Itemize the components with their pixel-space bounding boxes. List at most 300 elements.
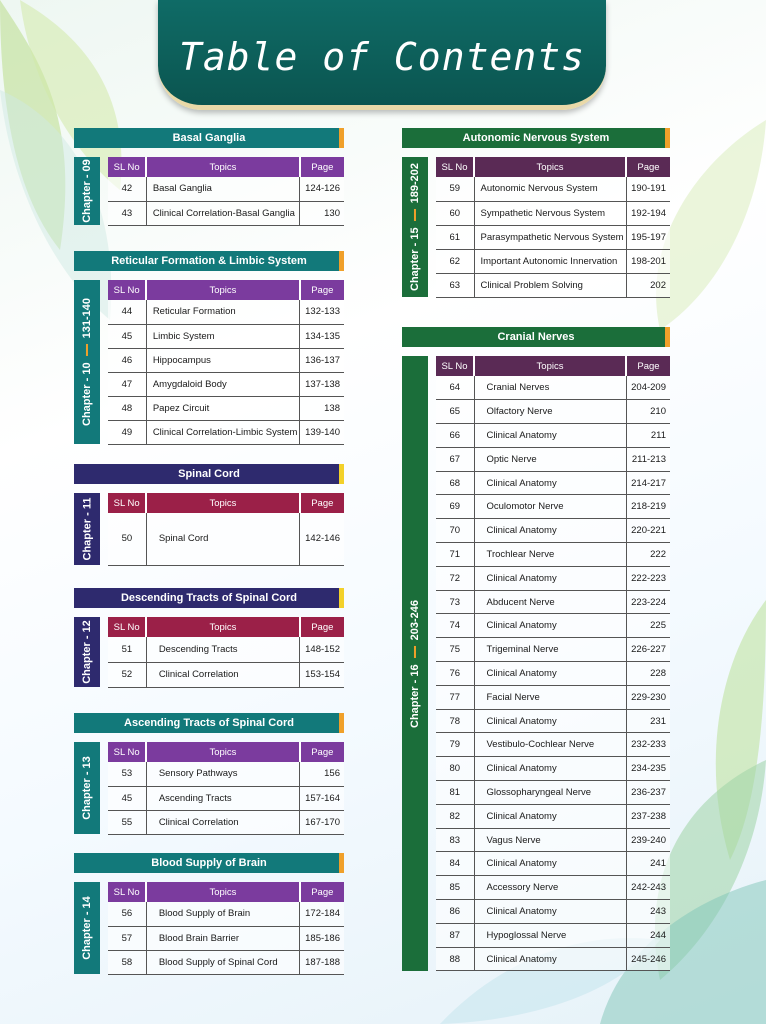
sl-no-header: SL No <box>108 617 146 637</box>
page-number: 139-140 <box>300 420 344 444</box>
table-row <box>436 519 670 543</box>
topic-name: Clinical Anatomy <box>474 566 626 590</box>
table-row <box>436 376 670 400</box>
section-body <box>402 157 670 297</box>
table-row <box>436 947 670 971</box>
sl-no: 88 <box>436 947 474 971</box>
table-row <box>108 300 344 324</box>
page-number: 130 <box>300 201 344 225</box>
chapter-section <box>74 464 344 565</box>
page-number: 187-188 <box>300 950 344 974</box>
sl-no: 61 <box>436 225 474 249</box>
topic-name: Clinical Correlation <box>146 810 299 834</box>
table-row <box>436 781 670 805</box>
sl-no: 48 <box>108 396 146 420</box>
chapter-number: Chapter - 16 <box>409 663 422 728</box>
sl-no-header: SL No <box>108 493 146 513</box>
section-title: Autonomic Nervous System <box>462 132 610 144</box>
contents-table <box>436 356 670 971</box>
sl-no: 46 <box>108 348 146 372</box>
table-row <box>436 495 670 519</box>
topic-name: Descending Tracts <box>146 637 299 662</box>
chapter-section <box>74 128 344 225</box>
sl-no: 85 <box>436 876 474 900</box>
sl-no: 51 <box>108 637 146 662</box>
page-number: 137-138 <box>300 372 344 396</box>
sl-no: 59 <box>436 177 474 201</box>
topic-name: Hypoglossal Nerve <box>474 923 626 947</box>
chapter-tab <box>74 742 100 834</box>
table-row <box>436 273 670 297</box>
sl-no: 45 <box>108 786 146 810</box>
section-body <box>74 617 344 687</box>
topic-name: Vagus Nerve <box>474 828 626 852</box>
topics-header: Topics <box>146 742 299 762</box>
table-header-row <box>108 882 344 902</box>
chapter-label <box>81 298 93 426</box>
sl-no: 50 <box>108 513 146 565</box>
page-number: 210 <box>626 400 670 424</box>
table-row <box>436 662 670 686</box>
page-header: Page <box>300 882 344 902</box>
topic-name: Clinical Anatomy <box>474 709 626 733</box>
table-row <box>108 950 344 974</box>
page-number: 204-209 <box>626 376 670 400</box>
page-header: Page <box>300 280 344 300</box>
topic-name: Clinical Anatomy <box>474 900 626 924</box>
section-header <box>74 853 344 873</box>
title-banner <box>158 0 606 110</box>
page-header: Page <box>626 356 670 376</box>
page-number: 226-227 <box>626 638 670 662</box>
table-row <box>436 177 670 201</box>
section-body <box>74 882 344 974</box>
page-number: 156 <box>300 762 344 786</box>
table-header-row <box>108 742 344 762</box>
contents-table <box>108 617 344 688</box>
page-number: 228 <box>626 662 670 686</box>
page-number: 229-230 <box>626 685 670 709</box>
chapter-label <box>81 756 93 820</box>
topic-name: Optic Nerve <box>474 447 626 471</box>
section-header <box>74 464 344 484</box>
page-number: 231 <box>626 709 670 733</box>
page-number: 172-184 <box>300 902 344 926</box>
section-header <box>74 588 344 608</box>
table-row <box>436 757 670 781</box>
section-body <box>74 742 344 834</box>
chapter-number: Chapter - 11 <box>81 497 93 561</box>
topic-name: Limbic System <box>146 324 299 348</box>
chapter-tab <box>402 157 428 297</box>
topic-name: Autonomic Nervous System <box>474 177 626 201</box>
topic-name: Sensory Pathways <box>146 762 299 786</box>
page-number: 190-191 <box>626 177 670 201</box>
topic-name: Accessory Nerve <box>474 876 626 900</box>
sl-no: 45 <box>108 324 146 348</box>
table-header-row <box>108 617 344 637</box>
table-row <box>436 709 670 733</box>
table-row <box>108 926 344 950</box>
chapter-tab <box>74 280 100 444</box>
page-number: 124-126 <box>300 177 344 201</box>
page-number: 218-219 <box>626 495 670 519</box>
sl-no: 58 <box>108 950 146 974</box>
sl-no: 70 <box>436 519 474 543</box>
page-number: 185-186 <box>300 926 344 950</box>
contents-table <box>108 882 344 975</box>
topics-header: Topics <box>474 356 626 376</box>
section-body <box>402 356 670 971</box>
table-row <box>108 396 344 420</box>
section-title: Cranial Nerves <box>497 331 575 343</box>
sl-no: 44 <box>108 300 146 324</box>
page-number: 195-197 <box>626 225 670 249</box>
table-header-row <box>436 157 670 177</box>
sl-no: 77 <box>436 685 474 709</box>
table-row <box>108 420 344 444</box>
sl-no: 72 <box>436 566 474 590</box>
page-number: 223-224 <box>626 590 670 614</box>
chapter-number: Chapter - 15 <box>409 227 422 291</box>
page-header: Page <box>300 493 344 513</box>
section-body <box>74 280 344 444</box>
table-row <box>436 201 670 225</box>
table-row <box>436 828 670 852</box>
table-row <box>108 637 344 662</box>
sl-no: 52 <box>108 662 146 687</box>
chapter-section <box>74 588 344 687</box>
topic-name: Hippocampus <box>146 348 299 372</box>
page-number: 236-237 <box>626 781 670 805</box>
section-title: Spinal Cord <box>178 468 240 480</box>
table-row <box>436 447 670 471</box>
table-row <box>108 513 344 565</box>
sl-no-header: SL No <box>436 356 474 376</box>
section-header <box>74 251 344 271</box>
range-divider <box>414 209 416 221</box>
page-header: Page <box>300 742 344 762</box>
page-number: 243 <box>626 900 670 924</box>
table-row <box>436 733 670 757</box>
chapter-tab <box>74 493 100 565</box>
sl-no: 86 <box>436 900 474 924</box>
sl-no: 53 <box>108 762 146 786</box>
section-title: Basal Ganglia <box>172 132 246 144</box>
topic-name: Clinical Anatomy <box>474 519 626 543</box>
sl-no: 66 <box>436 424 474 448</box>
chapter-number: Chapter - 14 <box>81 896 94 960</box>
sl-no: 78 <box>436 709 474 733</box>
section-title: Descending Tracts of Spinal Cord <box>120 592 298 604</box>
sl-no: 47 <box>108 372 146 396</box>
sl-no: 75 <box>436 638 474 662</box>
page-number: 157-164 <box>300 786 344 810</box>
page-number: 136-137 <box>300 348 344 372</box>
sl-no: 69 <box>436 495 474 519</box>
page-header: Page <box>300 617 344 637</box>
table-row <box>436 804 670 828</box>
table-row <box>108 201 344 225</box>
table-row <box>436 471 670 495</box>
table-row <box>436 900 670 924</box>
page-number: 237-238 <box>626 804 670 828</box>
sl-no-header: SL No <box>108 280 146 300</box>
chapter-tab <box>74 157 100 225</box>
topic-name: Clinical Correlation-Limbic System <box>146 420 299 444</box>
topics-header: Topics <box>146 617 299 637</box>
page-number: 234-235 <box>626 757 670 781</box>
topic-name: Blood Brain Barrier <box>146 926 299 950</box>
page-title: Table of Contents <box>179 34 585 79</box>
sl-no: 74 <box>436 614 474 638</box>
chapter-tab <box>74 882 100 974</box>
page-number: 211 <box>626 424 670 448</box>
page-header: Page <box>626 157 670 177</box>
sl-no: 71 <box>436 543 474 567</box>
chapter-tab <box>74 617 100 687</box>
chapter-section <box>74 853 344 974</box>
chapter-number: Chapter - 10 <box>81 362 94 426</box>
page-number: 138 <box>300 396 344 420</box>
sl-no: 82 <box>436 804 474 828</box>
table-row <box>108 810 344 834</box>
sl-no: 43 <box>108 201 146 225</box>
page-number: 220-221 <box>626 519 670 543</box>
header-accent <box>339 853 344 873</box>
range-divider <box>86 344 88 356</box>
section-header <box>74 713 344 733</box>
page-number: 225 <box>626 614 670 638</box>
section-title: Reticular Formation & Limbic System <box>111 255 307 267</box>
topic-name: Important Autonomic Innervation <box>474 249 626 273</box>
header-accent <box>339 464 344 484</box>
sl-no: 68 <box>436 471 474 495</box>
topic-name: Facial Nerve <box>474 685 626 709</box>
sl-no: 81 <box>436 781 474 805</box>
topic-name: Clinical Problem Solving <box>474 273 626 297</box>
page-number: 232-233 <box>626 733 670 757</box>
topic-name: Oculomotor Nerve <box>474 495 626 519</box>
chapter-label <box>81 159 93 223</box>
header-accent <box>339 251 344 271</box>
topic-name: Reticular Formation <box>146 300 299 324</box>
sl-no: 73 <box>436 590 474 614</box>
topic-name: Olfactory Nerve <box>474 400 626 424</box>
sl-no: 84 <box>436 852 474 876</box>
table-row <box>108 372 344 396</box>
topic-name: Sympathetic Nervous System <box>474 201 626 225</box>
chapter-label <box>81 498 93 561</box>
table-row <box>436 638 670 662</box>
table-header-row <box>108 280 344 300</box>
sl-no: 42 <box>108 177 146 201</box>
table-row <box>436 923 670 947</box>
topics-header: Topics <box>146 280 299 300</box>
table-row <box>108 662 344 687</box>
topic-name: Amygdaloid Body <box>146 372 299 396</box>
page-number: 245-246 <box>626 947 670 971</box>
section-header <box>74 128 344 148</box>
chapter-tab <box>402 356 428 971</box>
sl-no: 83 <box>436 828 474 852</box>
contents-table <box>108 742 344 835</box>
table-row <box>108 902 344 926</box>
sl-no: 63 <box>436 273 474 297</box>
page-number: 153-154 <box>300 662 344 687</box>
sl-no: 64 <box>436 376 474 400</box>
sl-no: 79 <box>436 733 474 757</box>
topic-name: Glossopharyngeal Nerve <box>474 781 626 805</box>
table-row <box>436 424 670 448</box>
page-number: 211-213 <box>626 447 670 471</box>
topic-name: Trigeminal Nerve <box>474 638 626 662</box>
page-range: 131-140 <box>81 298 94 339</box>
table-row <box>108 786 344 810</box>
page-header: Page <box>300 157 344 177</box>
table-row <box>108 177 344 201</box>
header-accent <box>665 128 670 148</box>
topics-header: Topics <box>474 157 626 177</box>
topic-name: Clinical Anatomy <box>474 424 626 448</box>
page-number: 134-135 <box>300 324 344 348</box>
topic-name: Clinical Anatomy <box>474 662 626 686</box>
chapter-label <box>409 600 421 728</box>
table-row <box>436 225 670 249</box>
page-number: 241 <box>626 852 670 876</box>
leaf-shape <box>656 120 766 330</box>
sl-no: 49 <box>108 420 146 444</box>
chapter-number: Chapter - 13 <box>81 756 94 820</box>
table-row <box>436 876 670 900</box>
section-title: Blood Supply of Brain <box>151 857 267 869</box>
table-row <box>108 348 344 372</box>
table-row <box>436 614 670 638</box>
chapter-label <box>81 620 93 684</box>
topic-name: Basal Ganglia <box>146 177 299 201</box>
page-number: 148-152 <box>300 637 344 662</box>
page-number: 239-240 <box>626 828 670 852</box>
header-accent <box>665 327 670 347</box>
sl-no: 60 <box>436 201 474 225</box>
topic-name: Clinical Anatomy <box>474 471 626 495</box>
table-header-row <box>108 493 344 513</box>
table-row <box>436 249 670 273</box>
table-row <box>108 324 344 348</box>
sl-no: 87 <box>436 923 474 947</box>
sl-no: 80 <box>436 757 474 781</box>
page-number: 222-223 <box>626 566 670 590</box>
table-row <box>436 852 670 876</box>
topic-name: Blood Supply of Spinal Cord <box>146 950 299 974</box>
section-body <box>74 493 344 565</box>
topics-header: Topics <box>146 157 299 177</box>
topics-header: Topics <box>146 493 299 513</box>
section-body <box>74 157 344 225</box>
sl-no: 55 <box>108 810 146 834</box>
page-number: 192-194 <box>626 201 670 225</box>
range-divider <box>414 646 416 658</box>
sl-no: 56 <box>108 902 146 926</box>
chapter-section <box>74 251 344 444</box>
table-row <box>436 566 670 590</box>
section-header <box>402 128 670 148</box>
topic-name: Trochlear Nerve <box>474 543 626 567</box>
table-header-row <box>108 157 344 177</box>
table-row <box>436 400 670 424</box>
topic-name: Clinical Anatomy <box>474 804 626 828</box>
page-number: 142-146 <box>300 513 344 565</box>
chapter-section <box>74 713 344 834</box>
topic-name: Spinal Cord <box>146 513 299 565</box>
page-number: 214-217 <box>626 471 670 495</box>
sl-no: 57 <box>108 926 146 950</box>
sl-no-header: SL No <box>436 157 474 177</box>
contents-table <box>436 157 670 298</box>
table-header-row <box>436 356 670 376</box>
chapter-number: Chapter - 09 <box>81 159 94 223</box>
topic-name: Cranial Nerves <box>474 376 626 400</box>
page-number: 167-170 <box>300 810 344 834</box>
page-number: 198-201 <box>626 249 670 273</box>
page-number: 132-133 <box>300 300 344 324</box>
section-header <box>402 327 670 347</box>
sl-no: 62 <box>436 249 474 273</box>
header-accent <box>339 128 344 148</box>
page-number: 244 <box>626 923 670 947</box>
chapter-label <box>81 896 93 960</box>
contents-table <box>108 280 344 445</box>
topic-name: Ascending Tracts <box>146 786 299 810</box>
topic-name: Blood Supply of Brain <box>146 902 299 926</box>
chapter-section <box>402 327 670 971</box>
table-row <box>108 762 344 786</box>
topic-name: Parasympathetic Nervous System <box>474 225 626 249</box>
page-number: 242-243 <box>626 876 670 900</box>
chapter-number: Chapter - 12 <box>81 620 94 684</box>
topic-name: Clinical Anatomy <box>474 852 626 876</box>
chapter-label <box>409 163 421 291</box>
page-number: 222 <box>626 543 670 567</box>
table-row <box>436 590 670 614</box>
topic-name: Clinical Anatomy <box>474 757 626 781</box>
sl-no-header: SL No <box>108 742 146 762</box>
sl-no: 67 <box>436 447 474 471</box>
sl-no: 65 <box>436 400 474 424</box>
topic-name: Clinical Anatomy <box>474 947 626 971</box>
section-title: Ascending Tracts of Spinal Cord <box>124 717 294 729</box>
header-accent <box>339 713 344 733</box>
topic-name: Clinical Anatomy <box>474 614 626 638</box>
topics-header: Topics <box>146 882 299 902</box>
sl-no-header: SL No <box>108 882 146 902</box>
contents-table <box>108 157 344 226</box>
header-accent <box>339 588 344 608</box>
page-range: 189-202 <box>409 163 422 204</box>
table-row <box>436 685 670 709</box>
contents-table <box>108 493 344 566</box>
topic-name: Papez Circuit <box>146 396 299 420</box>
sl-no: 76 <box>436 662 474 686</box>
topic-name: Abducent Nerve <box>474 590 626 614</box>
topic-name: Clinical Correlation-Basal Ganglia <box>146 201 299 225</box>
chapter-section <box>402 128 670 297</box>
sl-no-header: SL No <box>108 157 146 177</box>
page-range: 203-246 <box>409 599 422 640</box>
topic-name: Clinical Correlation <box>146 662 299 687</box>
table-row <box>436 543 670 567</box>
page-number: 202 <box>626 273 670 297</box>
